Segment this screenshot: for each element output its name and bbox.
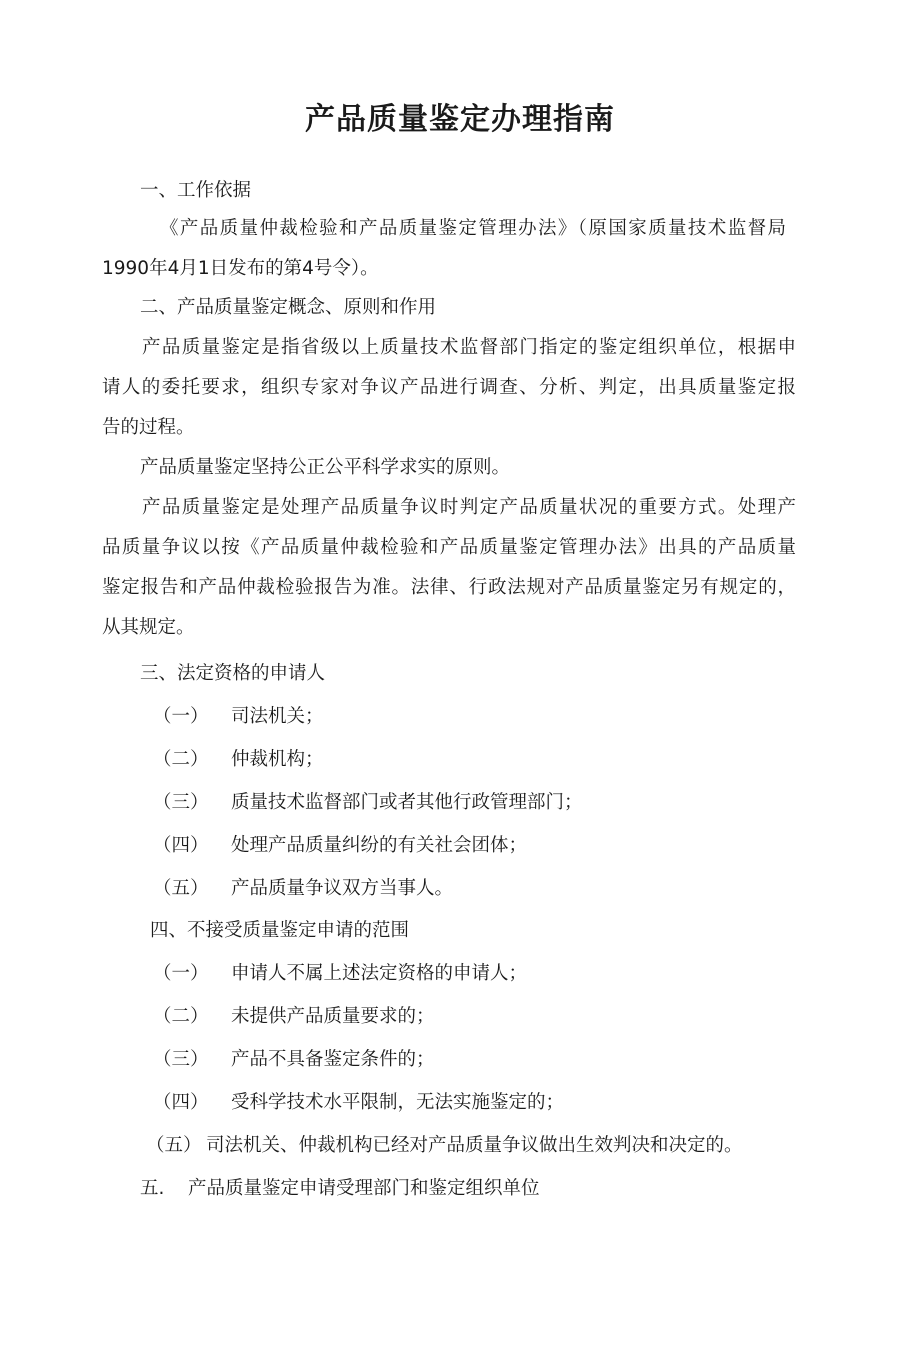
section-2-heading: 二、产品质量鉴定概念、原则和作用 bbox=[140, 297, 437, 318]
list-item-num: （二） bbox=[153, 1006, 209, 1027]
list-item-num: （三） bbox=[153, 792, 209, 813]
section-1-heading: 一、工作依据 bbox=[140, 180, 252, 201]
list-item-num: （五） bbox=[146, 1135, 202, 1156]
list-item bbox=[153, 747, 324, 773]
section-1-basis-line-1: 《产品质量仲裁检验和产品质量鉴定管理办法》（原国家质量技术监督局 bbox=[160, 218, 786, 239]
section-3-heading: 三、法定资格的申请人 bbox=[140, 663, 326, 684]
list-item-text: 处理产品质量纠纷的有关社会团体； bbox=[231, 835, 528, 856]
list-item bbox=[153, 1090, 564, 1116]
list-item-num: （四） bbox=[153, 1092, 209, 1113]
section-2-p1-line-3: 告的过程。 bbox=[102, 417, 195, 438]
list-item bbox=[146, 1133, 743, 1159]
list-item-num: （一） bbox=[153, 963, 209, 984]
list-item-num: （四） bbox=[153, 835, 209, 856]
list-item-num: （五） bbox=[153, 878, 209, 899]
list-item-num: （一） bbox=[153, 706, 209, 727]
list-item-text: 未提供产品质量要求的； bbox=[231, 1006, 435, 1027]
list-item-text: 司法机关； bbox=[231, 706, 324, 727]
section-2-p3-line-4: 从其规定。 bbox=[102, 617, 195, 638]
section-5-heading bbox=[140, 1176, 540, 1202]
list-item-text: 仲裁机构； bbox=[231, 749, 324, 770]
list-item bbox=[153, 833, 527, 859]
list-item bbox=[153, 790, 583, 816]
list-item-num: （三） bbox=[153, 1049, 209, 1070]
section-2-p1-line-2: 请人的委托要求，组织专家对争议产品进行调查、分析、判定，出具质量鉴定报 bbox=[102, 377, 796, 398]
list-item bbox=[153, 704, 324, 730]
section-1-basis-line-2: 1990年4月1日发布的第4号令）。 bbox=[102, 258, 379, 279]
list-item bbox=[153, 1047, 435, 1073]
section-2-p3-line-1: 产品质量鉴定是处理产品质量争议时判定产品质量状况的重要方式。处理产 bbox=[142, 497, 796, 518]
list-item bbox=[153, 961, 527, 987]
list-item-text: 司法机关、仲裁机构已经对产品质量争议做出生效判决和决定的。 bbox=[206, 1135, 743, 1156]
section-4-heading: 四、不接受质量鉴定申请的范围 bbox=[150, 920, 410, 941]
section-2-p1-line-1: 产品质量鉴定是指省级以上质量技术监督部门指定的鉴定组织单位，根据申 bbox=[142, 337, 796, 358]
list-item bbox=[153, 876, 453, 902]
section-2-p2: 产品质量鉴定坚持公正公平科学求实的原则。 bbox=[140, 457, 511, 478]
list-item-text: 申请人不属上述法定资格的申请人； bbox=[231, 963, 528, 984]
section-2-p3-line-2: 品质量争议以按《产品质量仲裁检验和产品质量鉴定管理办法》出具的产品质量 bbox=[102, 537, 796, 558]
list-item-text: 产品不具备鉴定条件的； bbox=[231, 1049, 435, 1070]
list-item-text: 受科学技术水平限制，无法实施鉴定的； bbox=[231, 1092, 565, 1113]
section-5-title: 产品质量鉴定申请受理部门和鉴定组织单位 bbox=[188, 1178, 540, 1199]
list-item-text: 产品质量争议双方当事人。 bbox=[231, 878, 454, 899]
list-item-text: 质量技术监督部门或者其他行政管理部门； bbox=[231, 792, 583, 813]
section-2-p3-line-3: 鉴定报告和产品仲裁检验报告为准。法律、行政法规对产品质量鉴定另有规定的， bbox=[102, 577, 796, 598]
page-title: 产品质量鉴定办理指南 bbox=[305, 102, 615, 137]
list-item-num: （二） bbox=[153, 749, 209, 770]
list-item bbox=[153, 1004, 435, 1030]
section-5-num: 五. bbox=[140, 1178, 165, 1199]
